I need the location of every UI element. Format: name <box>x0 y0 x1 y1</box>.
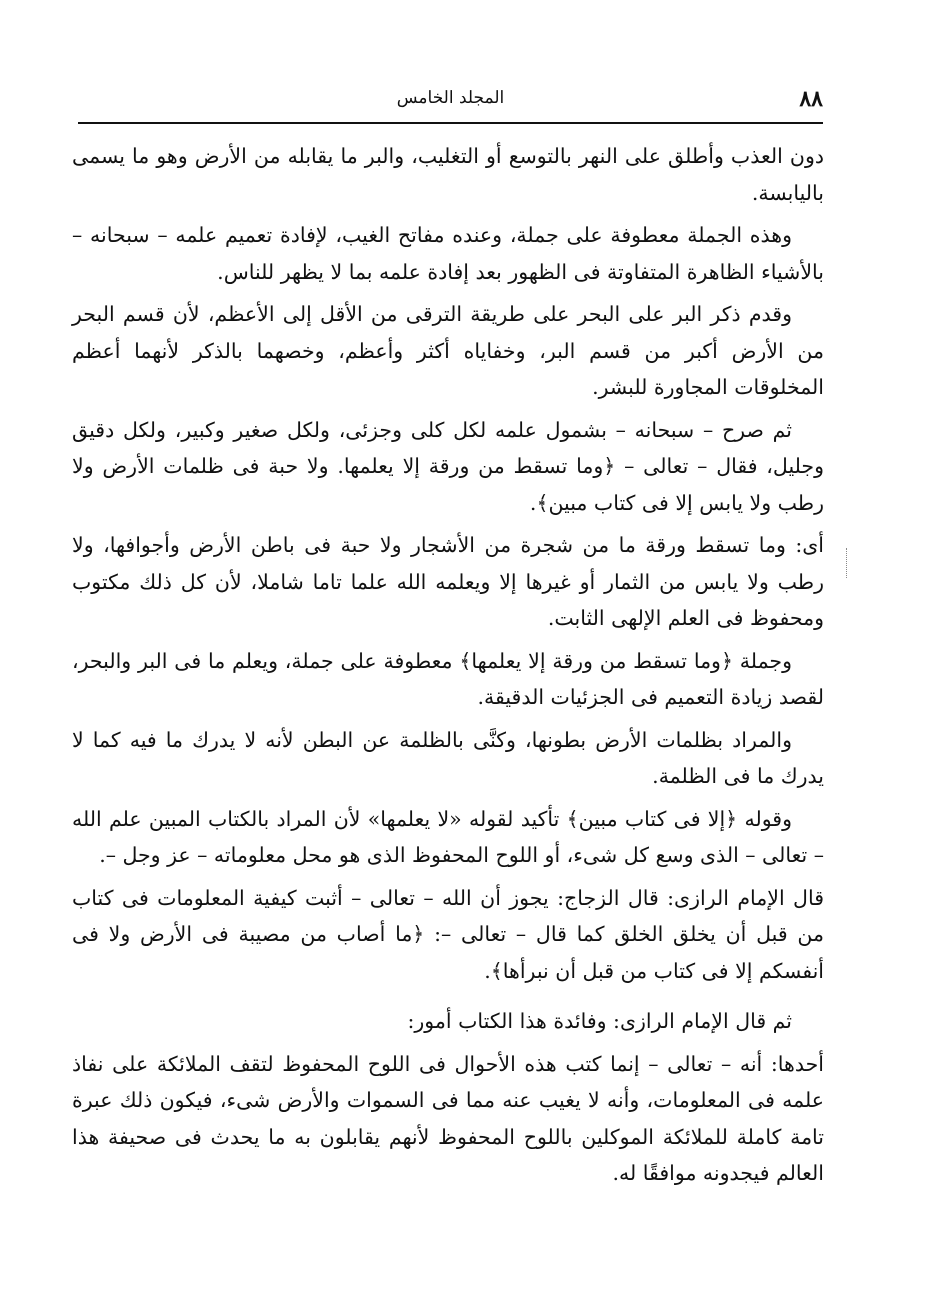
paragraph-6: وجملة ﴿وما تسقط من ورقة إلا يعلمها﴾ معطوفة على جملة، ويعلم ما فى البر والبحر، لقصد زيادة التعميم فى الجزئيات الدقيقة. <box>72 648 824 709</box>
page-header <box>78 84 823 118</box>
paragraph-11: أحدها: أنه – تعالى – إنما كتب هذه الأحوال فى اللوح المحفوظ لتقف الملائكة على نفاذ علمه فى المعلومات، وأنه لا يغيب عنه مما فى السموات والأرض شىء، فيكون ذلك عبرة تامة كاملة للملائكة الموكلين باللوح المحفوظ لأنهم يقابلون به ما يحدث فى صحيفة هذا العالم فيجدونه موافقًا له. <box>72 1051 824 1185</box>
page-number: ٨٨ <box>799 86 823 112</box>
paragraph-9: قال الإمام الرازى: قال الزجاج: يجوز أن الله – تعالى – أثبت كيفية المعلومات فى كتاب من قبل أن يخلق الخلق كما قال – تعالى –: ﴿ما أصاب من مصيبة فى الأرض ولا فى أنفسكم إلا فى كتاب من قبل أن نبرأها﴾. <box>72 885 824 983</box>
paragraph-2: وهذه الجملة معطوفة على جملة، وعنده مفاتح الغيب، لإفادة تعميم علمه – سبحانه – بالأشياء الظاهرة المتفاوتة فى الظهور بعد إفادة علمه بما لا يظهر للناس. <box>72 223 824 284</box>
paragraph-8: وقوله ﴿إلا فى كتاب مبين﴾ تأكيد لقوله «لا يعلمها» لأن المراد بالكتاب المبين علم الله – تعالى – الذى وسع كل شىء، أو اللوح المحفوظ الذى هو محل معلوماته – عز وجل –. <box>72 806 824 867</box>
paragraph-3: وقدم ذكر البر على البحر على طريقة الترقى من الأقل إلى الأعظم، لأن قسم البحر من الأرض أكبر من قسم البر، وخفاياه أكثر وأعظم، وخصهما بالذكر لأنهما أعظم المخلوقات المجاورة للبشر. <box>72 302 824 399</box>
margin-mark <box>846 548 849 578</box>
paragraph-1: دون العذب وأطلق على النهر بالتوسع أو التغليب، والبر ما يقابله من الأرض وهو ما يسمى باليابسة. <box>72 144 824 205</box>
header-divider <box>78 122 823 124</box>
paragraph-7: والمراد بظلمات الأرض بطونها، وكنَّى بالظلمة عن البطن لأنه لا يدرك ما فيه كما لا يدرك ما فى الظلمة. <box>72 727 824 788</box>
paragraph-5: أى: وما تسقط ورقة ما من شجرة من الأشجار ولا حبة فى باطن الأرض وأجوافها، ولا رطب ولا يابس من الثمار أو غيرها إلا ويعلمه الله علما تاما شاملا، لأن كل ذلك مكتوب ومحفوظ فى العلم الإلهى الثابت. <box>72 533 824 630</box>
paragraph-4: ثم صرح – سبحانه – بشمول علمه لكل كلى وجزئى، ولكل صغير وكبير، ولكل دقيق وجليل، فقال – تعالى – ﴿وما تسقط من ورقة إلا يعلمها. ولا حبة فى ظلمات الأرض ولا رطب ولا يابس إلا فى كتاب مبين﴾. <box>72 417 824 515</box>
running-title: المجلد الخامس <box>396 88 505 108</box>
page-body <box>72 138 824 1198</box>
paragraph-10: ثم قال الإمام الرازى: وفائدة هذا الكتاب أمور: <box>407 1009 792 1033</box>
